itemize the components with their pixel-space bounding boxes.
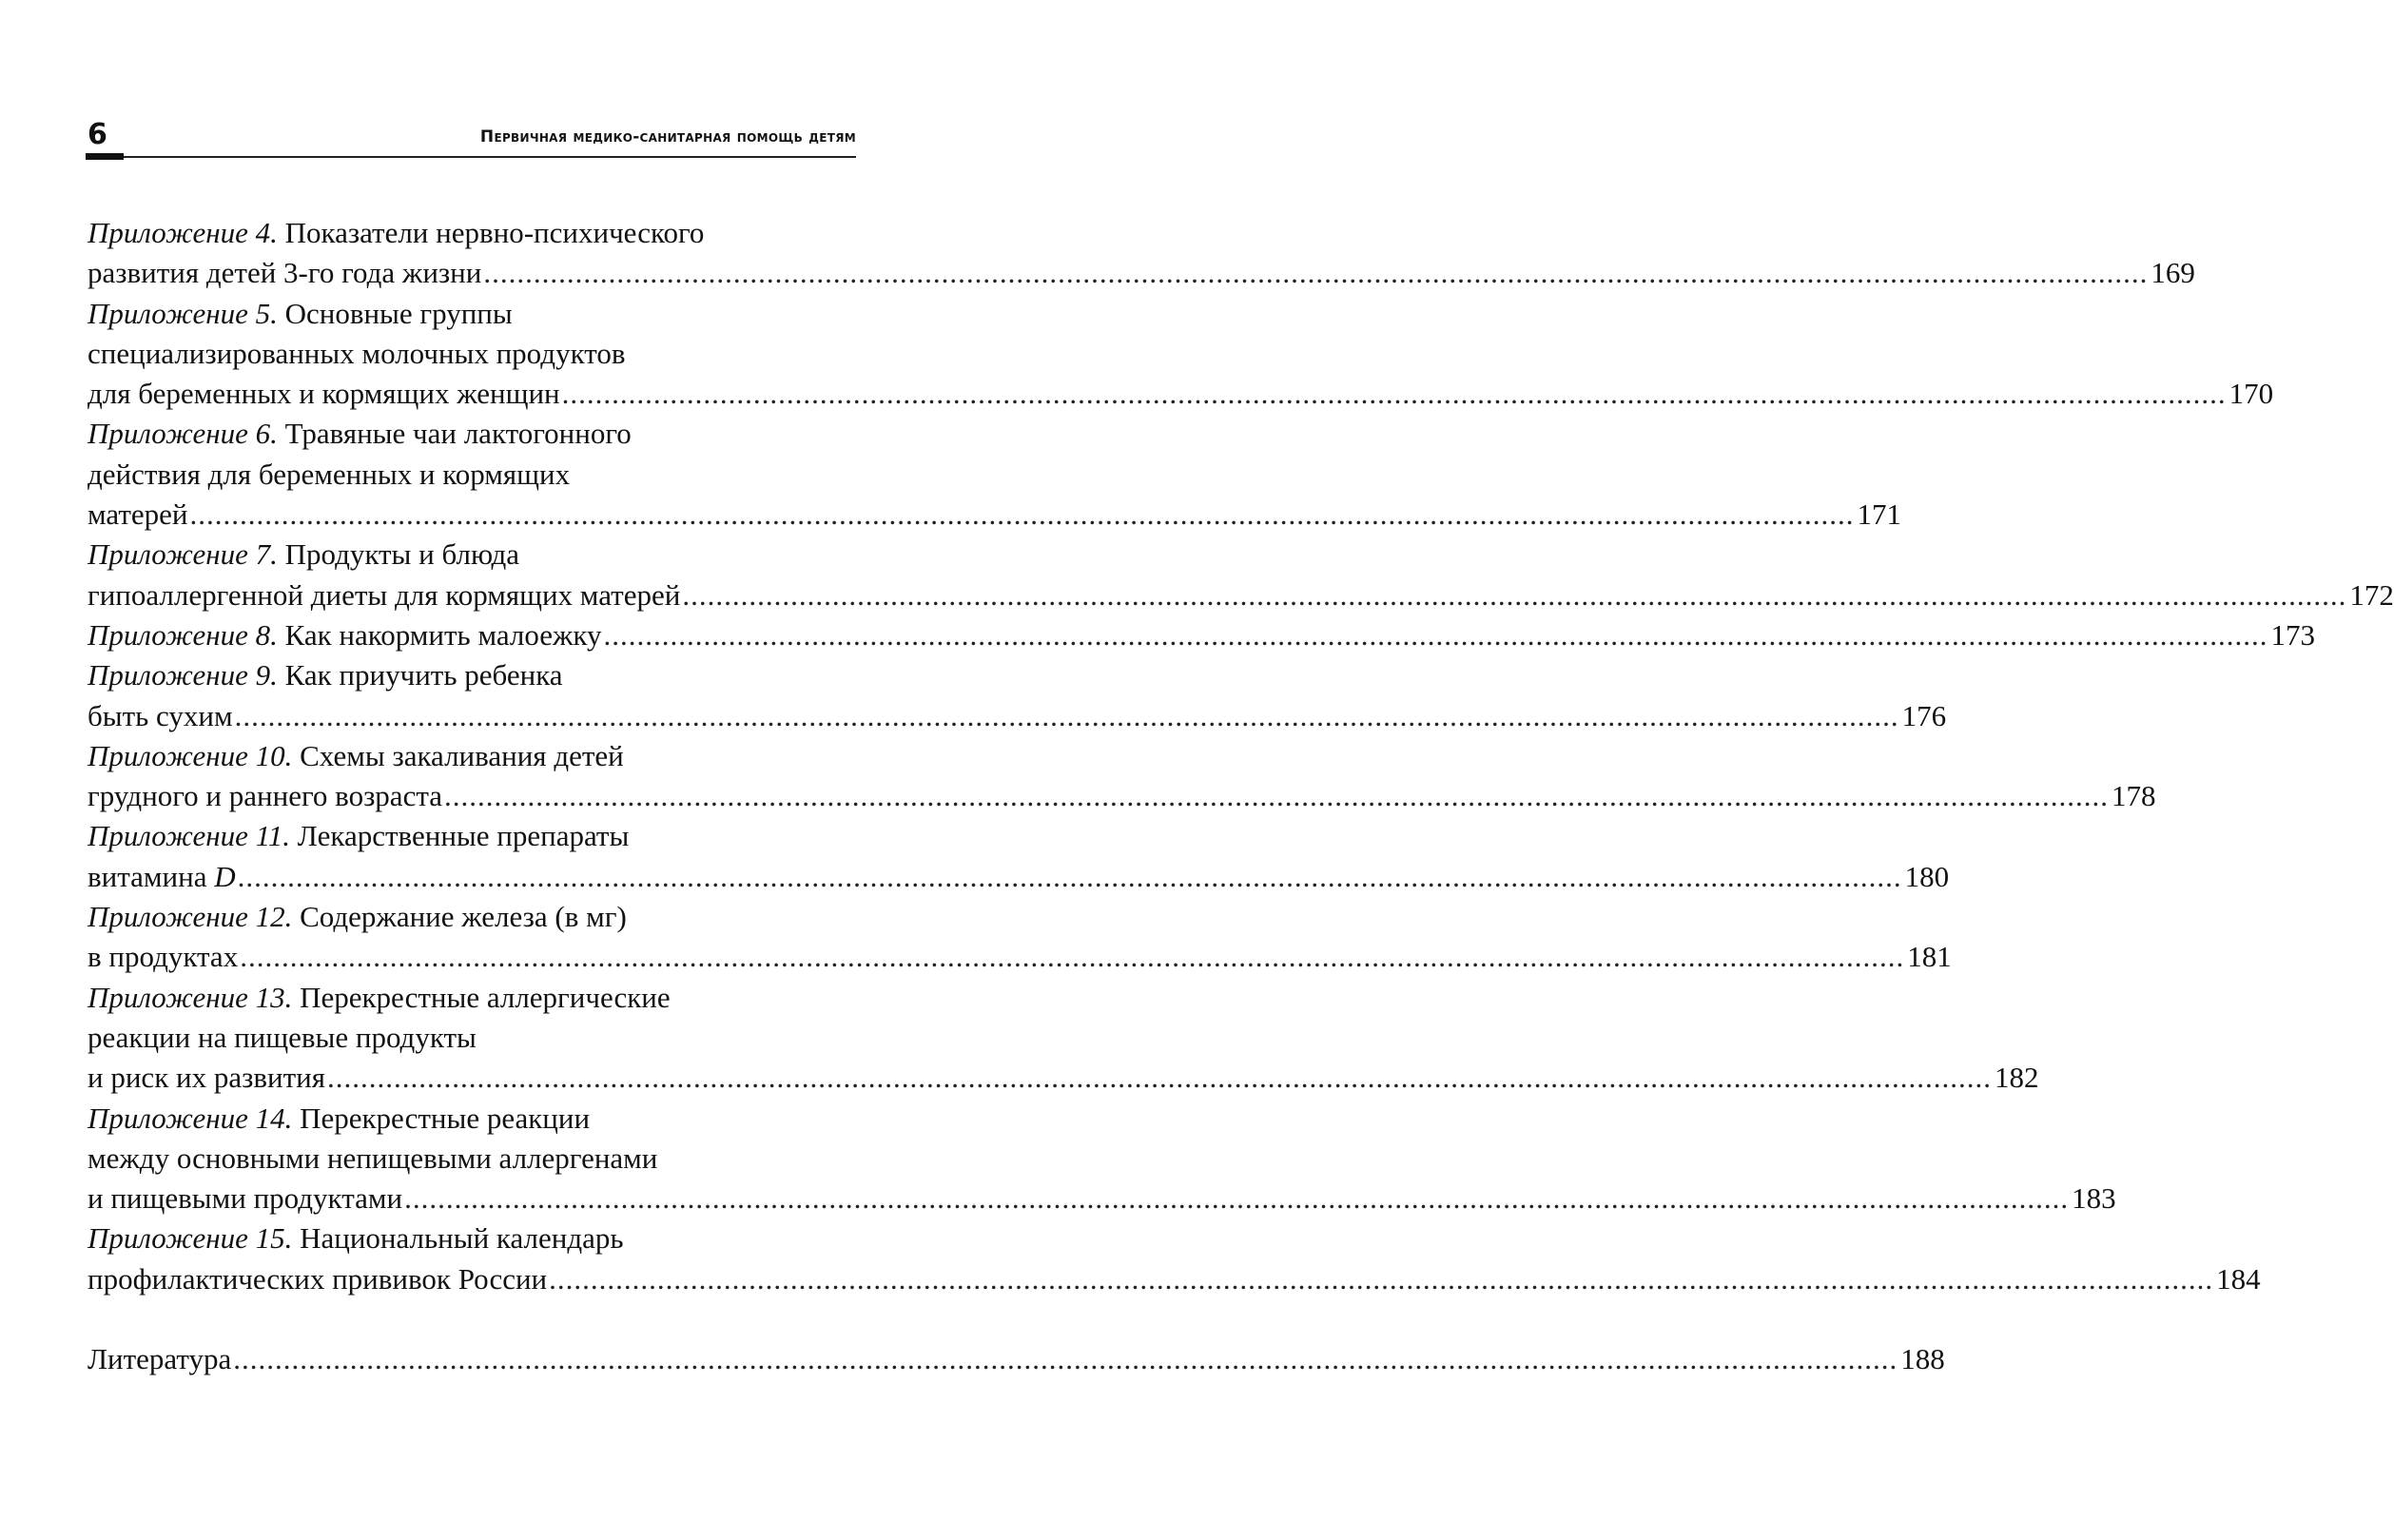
toc-page-number: 183 [2072,1181,2116,1216]
toc-entry-text [88,1179,402,1218]
toc-title-line: для беременных и кормящих женщин [88,377,560,411]
appendix-label: Приложение 5. [88,296,278,330]
appendix-label: Приложение 4. [88,216,278,249]
dot-leader: ........................................................................................................................................................................................................ [326,1061,1992,1095]
dot-leader: ........................................................................................................................................................................................................ [237,859,1902,893]
toc-page-number: 172 [2349,577,2394,612]
toc-title-line: между основными непищевыми аллергенами [88,1140,658,1175]
toc-entry-text [88,575,680,615]
toc-entry-text [88,615,602,655]
dot-leader: ........................................................................................................................................................................................................ [561,377,2227,411]
literature-label: Литература [88,1342,232,1376]
appendix-label: Приложение 12. [88,900,293,934]
dot-leader: ........................................................................................................................................................................................................ [603,617,2268,652]
toc-line [88,455,854,495]
toc-title-line: быть сухим [88,698,233,732]
toc-line [88,213,854,253]
toc-entry[interactable] [88,816,1950,897]
toc-line [88,1018,854,1058]
toc-entry[interactable] [88,978,2039,1099]
toc-entry[interactable] [88,736,2156,817]
appendix-label: Приложение 6. [88,417,278,451]
toc-entry[interactable] [88,655,1947,736]
dot-leader: ........................................................................................................................................................................................................ [189,497,1855,532]
toc-page-number: 184 [2216,1261,2261,1296]
toc-spacer [88,1299,854,1339]
toc-line [88,1139,854,1179]
toc-entry[interactable] [88,213,2195,294]
toc-line [88,1058,2039,1098]
toc-line [88,776,2156,816]
toc-entry[interactable] [88,294,2274,415]
toc-entry-text [88,696,233,736]
toc-line [88,978,854,1018]
toc-line [88,1179,2116,1218]
toc-title-line: грудного и раннего возраста [88,779,443,813]
toc-entry[interactable] [88,535,2394,615]
dot-leader: ........................................................................................................................................................................................................ [483,256,2149,290]
toc-line [88,696,1947,736]
toc-line [88,1099,854,1139]
toc-title-line: профилактических прививок России [88,1261,548,1296]
toc-page-number: 169 [2151,256,2195,290]
toc-line [88,1218,854,1258]
toc-line [88,374,2274,414]
toc-page-number: 180 [1904,859,1950,893]
running-title: Первичная медико-санитарная помощь детям [479,127,856,146]
toc-line [88,615,2316,655]
toc-entry-text [88,374,560,414]
toc-title-line: Содержание железа (в мг) [300,900,627,934]
toc-title-line: реакции на пищевые продукты [88,1020,477,1054]
toc-line [88,937,1952,977]
appendix-label: Приложение 11. [88,819,291,853]
toc-page-number: 182 [1994,1061,2039,1095]
appendix-label: Приложение 8. [88,617,278,652]
italic-suffix: D [214,859,236,893]
toc-entry-text [88,1058,325,1098]
toc-page-number: 178 [2112,779,2156,813]
toc-line [88,897,854,937]
appendix-label: Приложение 7. [88,537,278,572]
toc-title-line: в продуктах [88,940,239,974]
appendix-label: Приложение 10. [88,738,293,772]
appendix-label: Приложение 13. [88,980,293,1014]
toc-title-line: Основные группы [284,296,513,330]
dot-leader: ........................................................................................................................................................................................................ [549,1261,2214,1296]
dot-leader: ........................................................................................................................................................................................................ [444,779,2110,813]
toc-line [88,294,854,334]
toc-entry-text [88,857,236,897]
toc-title-line: действия для беременных и кормящих [88,457,571,491]
toc-line [88,495,1902,535]
toc-line [88,1259,2261,1299]
toc-entry[interactable] [88,414,1902,535]
toc-title-line: матерей [88,497,188,532]
table-of-contents [88,213,2394,1379]
appendix-label: Приложение 9. [88,658,278,692]
header-rule-tab [86,153,124,160]
running-head [86,120,856,152]
toc-page-number: 181 [1907,940,1952,974]
toc-entry-text [88,253,481,293]
dot-leader: ........................................................................................................................................................................................................ [682,577,2347,612]
toc-entry-text [88,1339,231,1379]
toc-line [88,655,854,695]
page-number: 6 [88,118,107,151]
toc-entry-text [88,495,188,535]
toc-title-line: и пищевыми продуктами [88,1181,403,1216]
toc-entry[interactable] [88,1218,2261,1299]
toc-title-line: Как накормить малоежку [284,617,602,652]
toc-title-line: Травяные чаи лактогонного [284,417,632,451]
toc-line [88,857,1950,897]
toc-title-line: специализированных молочных продуктов [88,336,626,370]
toc-entry[interactable] [88,897,1952,978]
toc-title-line: Лекарственные препараты [297,819,630,853]
toc-title-line: Национальный календарь [300,1221,624,1256]
dot-leader: ........................................................................................................................................................................................................ [240,940,1905,974]
toc-title-line: Перекрестные реакции [300,1101,591,1135]
toc-page-number: 188 [1900,1342,1945,1376]
toc-entry[interactable] [88,1099,2116,1219]
toc-line [88,535,854,575]
toc-entry[interactable] [88,615,2316,655]
dot-leader: ........................................................................................................................................................................................................ [404,1181,2070,1216]
dot-leader: ........................................................................................................................................................................................................ [234,698,1899,732]
toc-line [88,253,2195,293]
toc-line [88,575,2394,615]
appendix-label: Приложение 14. [88,1101,293,1135]
toc-entry-text [88,937,238,977]
toc-page-number: 170 [2229,377,2274,411]
toc-title-line: Перекрестные аллергические [300,980,671,1014]
toc-title-line: витамина [88,859,207,893]
dot-leader: ........................................................................................................................................................................................................ [233,1342,1898,1376]
toc-line [88,334,854,374]
header-rule [86,156,856,158]
toc-title-line: Показатели нервно-психического [284,216,705,249]
toc-entry-text [88,1259,547,1299]
toc-title-line: Схемы закаливания детей [300,738,624,772]
toc-title-line: Продукты и блюда [284,537,520,572]
toc-title-line: гипоаллергенной диеты для кормящих матерей [88,577,681,612]
appendix-label: Приложение 15. [88,1221,293,1256]
toc-line [88,816,854,856]
toc-entry-literature[interactable] [88,1339,1945,1379]
toc-title-line: Как приучить ребенка [284,658,563,692]
toc-title-line: развития детей 3-го года жизни [88,256,482,290]
toc-entry-text [88,776,442,816]
toc-page-number: 171 [1857,497,1902,532]
toc-title-line: и риск их развития [88,1061,325,1095]
toc-line [88,414,854,454]
toc-line [88,736,854,776]
toc-page-number: 176 [1901,698,1947,732]
toc-page-number: 173 [2270,617,2316,652]
